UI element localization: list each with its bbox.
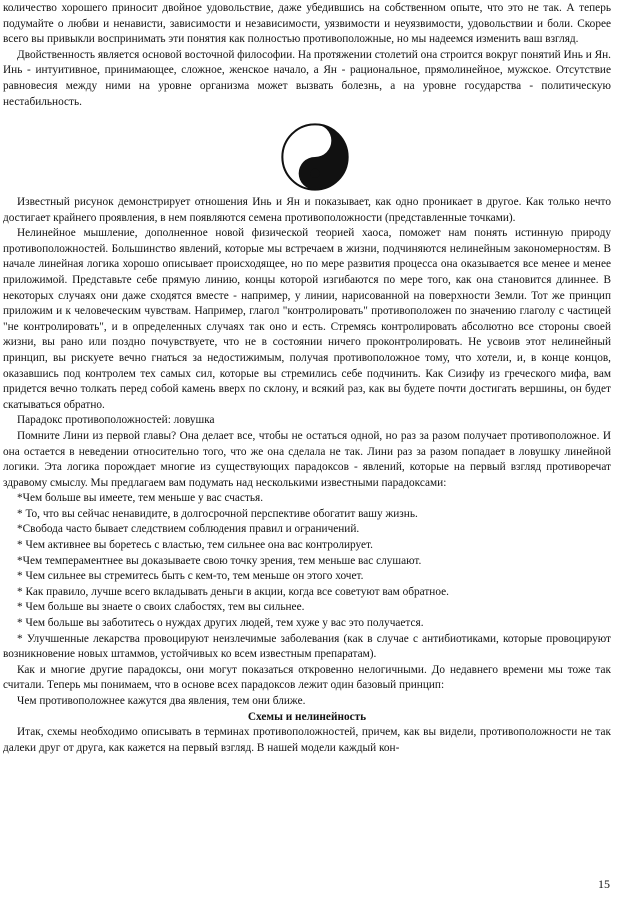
section-heading: Схемы и нелинейность: [247, 710, 367, 723]
paragraph: Известный рисунок демонстрирует отношения Инь и Ян и показывает, как одно проникает в другое. Как только нечто достигает крайнего проявления, в нем появляются семена противоположности (представленные точками).: [3, 196, 611, 224]
text-after-figure: [3, 195, 611, 756]
list-item: * Чем сильнее вы стремитесь быть с кем-то, тем меньше он этого хочет.: [17, 570, 364, 583]
paragraph: Итак, схемы необходимо описывать в терминах противоположностей, причем, как вы видели, противоположности не так далеки друг от друга, как кажется на первый взгляд. В нашей модели каждый кон-: [3, 726, 611, 754]
list-item: * То, что вы сейчас ненавидите, в долгосрочной перспективе обогатит вашу жизнь.: [17, 507, 418, 520]
paragraph: Двойственность является основой восточной философии. На протяжении столетий она строится вокруг понятий Инь и Ян. Инь - интуитивное, принимающее, сложное, женское начало, а Ян - рациональное, прямолинейное, мужское. Отсутствие равновесия между ними на уровне организма может вызвать болезнь, а на уровне государства - политическую нестабильность.: [3, 48, 611, 108]
list-item: *Чем темпераментнее вы доказываете свою точку зрения, тем меньше вас слушают.: [17, 554, 422, 567]
list-item: *Чем больше вы имеете, тем меньше у вас счастья.: [17, 492, 264, 505]
paragraph: Помните Лини из первой главы? Она делает все, чтобы не остаться одной, но раз за разом получает противоположное. И она остается в неведении относительно того, что же она сделала не так. Лини раз за разом попадает в ловушку линейной логики. Эта логика порождает многие из существующих парадоксов - явлений, которые на первый взгляд противоречат здравому смыслу. Мы предлагаем вам подумать над несколькими известными парадоксами:: [3, 429, 611, 489]
subheading: Парадокс противоположностей: ловушка: [17, 414, 215, 427]
yin-yang-icon: [281, 123, 349, 191]
list-item: * Чем активнее вы боретесь с властью, тем сильнее она вас контролирует.: [17, 539, 373, 552]
list-item: * Чем больше вы заботитесь о нуждах других людей, тем хуже у вас это получается.: [17, 617, 424, 630]
page-number: 15: [598, 877, 610, 891]
list-item: * Как правило, лучше всего вкладывать деньги в акции, когда все советуют вам обратное.: [17, 585, 449, 598]
list-item: * Улучшенные лекарства провоцируют неизлечимые заболевания (как в случае с антибиотиками, которые провоцируют возникновение новых штаммов, устойчивых ко всем известным препаратам).: [3, 632, 611, 661]
list-item: *Свобода часто бывает следствием соблюдения правил и ограничений.: [17, 523, 360, 536]
paragraph: Как и многие другие парадоксы, они могут показаться откровенно нелогичными. До недавнего времени мы тоже так считали. Теперь мы понимаем, что в основе всех парадоксов лежит один базовый принцип:: [3, 663, 611, 692]
paragraph: количество хорошего приносит двойное удовольствие, даже убедившись на собственном опыте, что это не так. А теперь подумайте о любви и ненависти, зависимости и независимости, уязвимости и неуязвимости, удовольствии и боли. Скорее всего вы привыкли воспринимать эти понятия как полностью противоположные, но мы надеемся изменить ваш взгляд.: [3, 2, 611, 46]
paragraph: Чем противоположнее кажутся два явления, тем они ближе.: [17, 695, 306, 707]
paragraph: Нелинейное мышление, дополненное новой физической теорией хаоса, поможет нам понять истинную природу противоположностей. Большинство явлений, которые мы встречаем в жизни, подчиняются нелинейным закономерностям. В начале линейная логика хорошо описывает происходящее, но по мере развития процесса она оказывается все менее и менее приложимой. Представьте себе прямую линию, концы которой изгибаются по мере того, как она становится длиннее. В некоторых случаях они даже сходятся вместе - например, у линии, нарисованной на поверхности Земли. Тот же принцип приложим и к человеческим чувствам. Например, глагол "контролировать" противоположен по значению глаголу с частицей "не контролировать", и в определенных случаях так оно и есть. Стремясь контролировать абсолютно все стороны своей жизни, вы рано или поздно почувствуете, что не в состоянии ничего проконтролировать. Не усвоив этот нелинейный принцип, вы рискуете вечно гнаться за недостижимым, получая противоположное тому, что хотели, и, в конце концов, оказавшись под контролем тех самых сил, которые вы стремились себе подчинить. Как Сизифу из греческого мифа, вам придется вечно толкать перед собой камень вверх по склону, и всякий раз, как вы будете почти достигать вершины, он будет скатываться обратно.: [3, 227, 611, 411]
text-before-figure: [3, 1, 611, 110]
list-item: * Чем больше вы знаете о своих слабостях, тем вы сильнее.: [17, 601, 305, 614]
